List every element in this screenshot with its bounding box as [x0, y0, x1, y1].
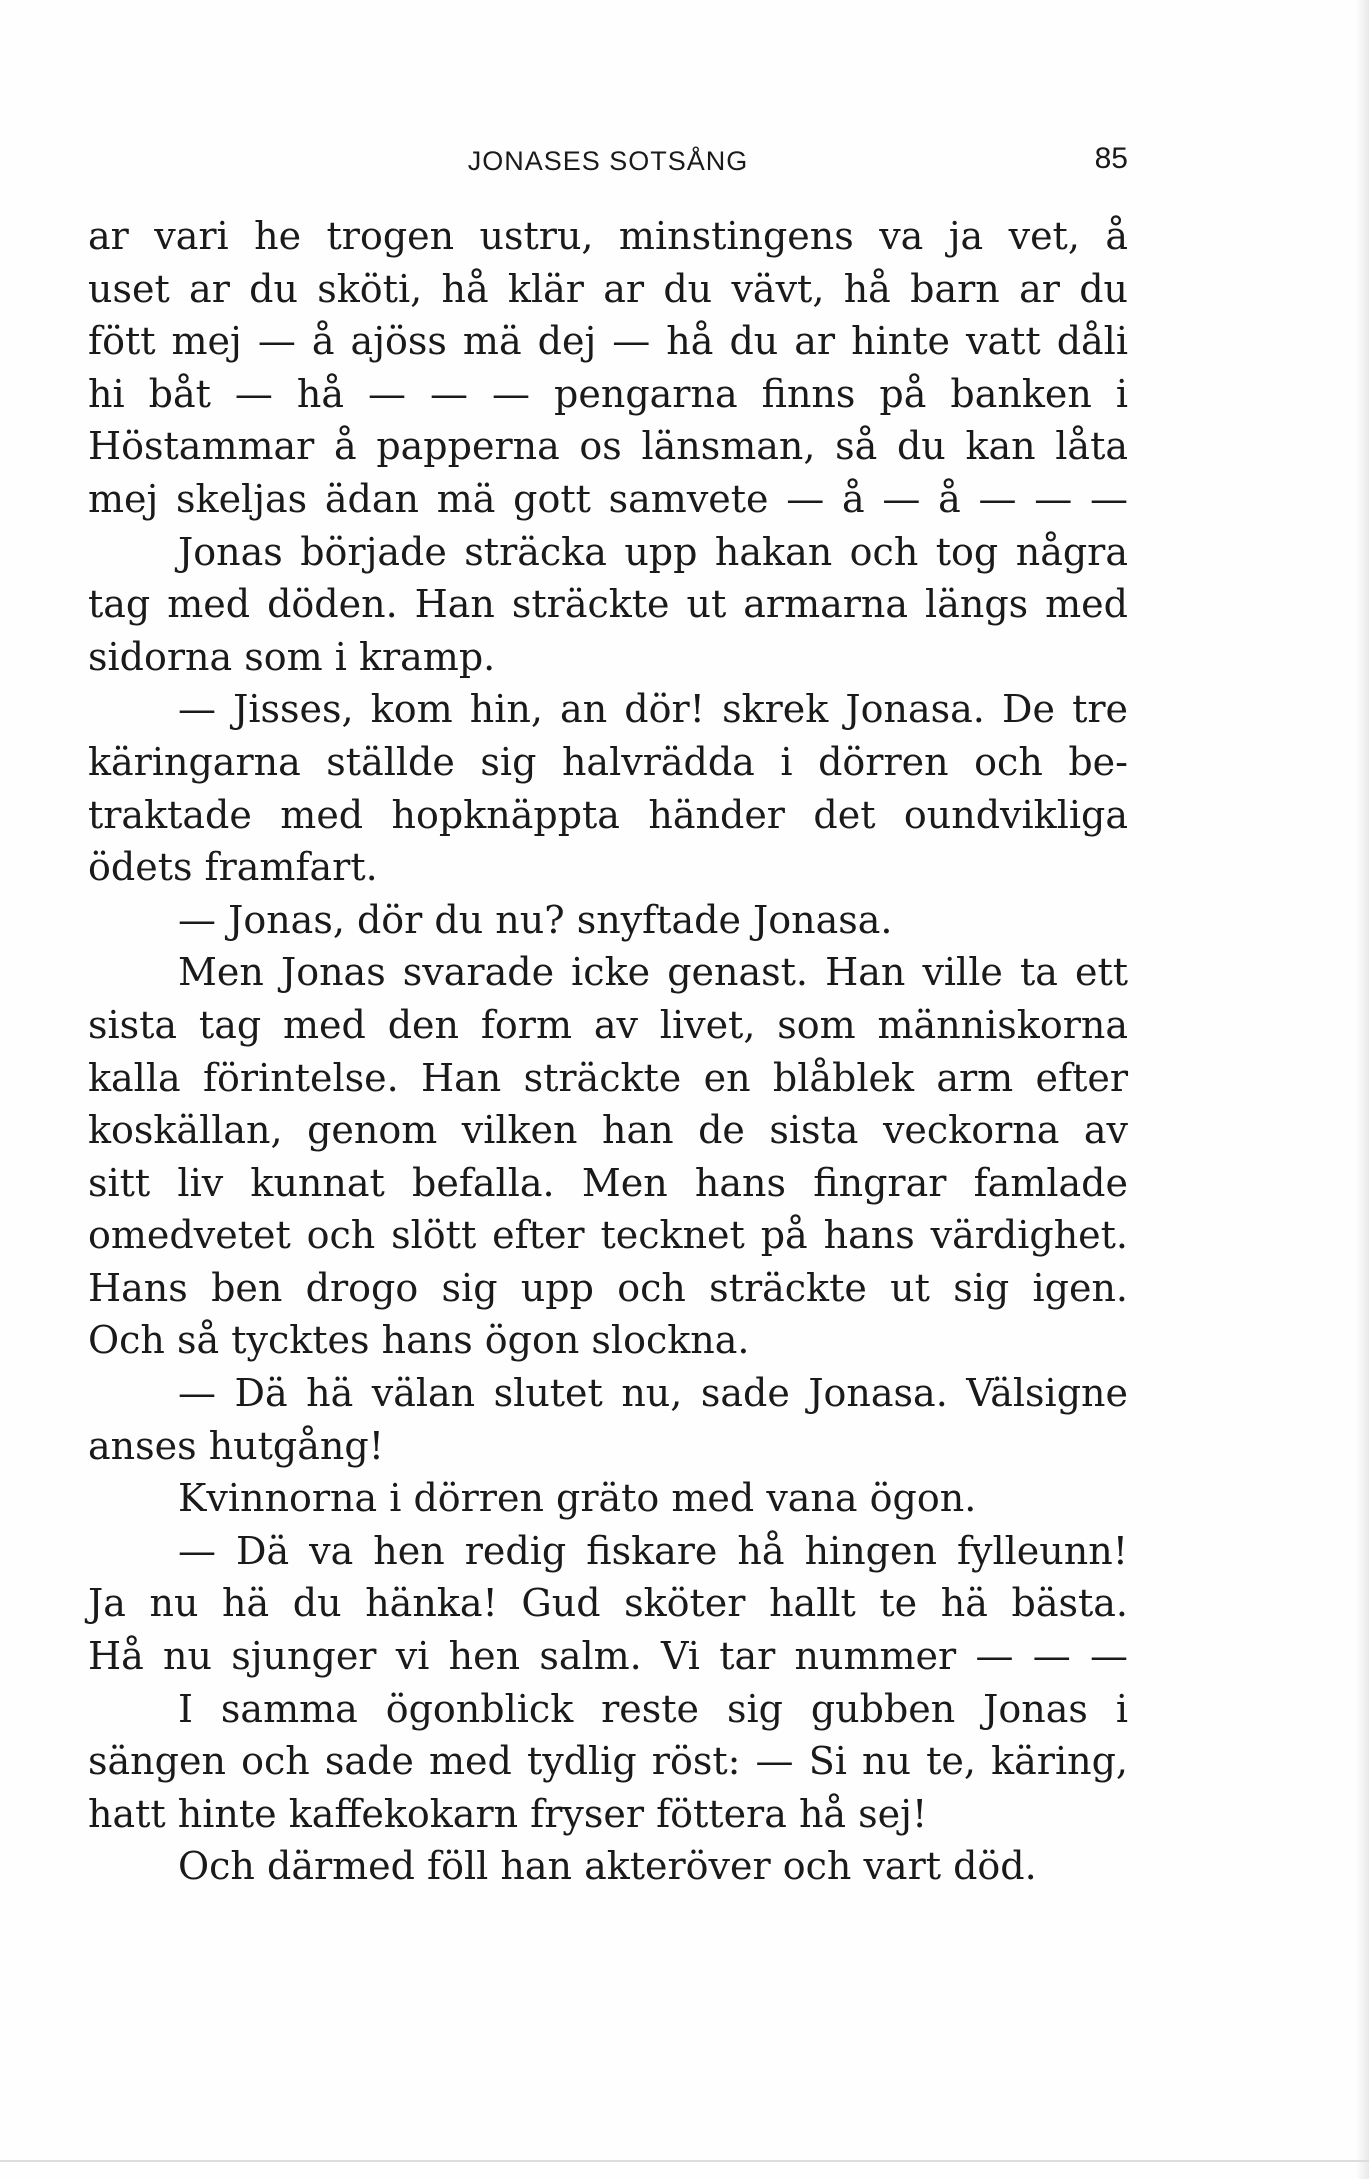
page-number: 85 — [1094, 142, 1128, 175]
text-line: uset ar du sköti, hå klär ar du vävt, hå barn ar du — [88, 266, 1128, 311]
page-edge-shadow — [1355, 0, 1369, 2179]
text-line: sängen och sade med tydlig röst: — Si nu te, käring, — [88, 1739, 1128, 1784]
scan-bottom-edge — [0, 2160, 1369, 2162]
text-line: sitt liv kunnat befalla. Men hans fingrar famlade — [88, 1160, 1128, 1205]
text-line: koskällan, genom vilken han de sista veckorna av — [88, 1108, 1128, 1153]
text-line: Och så tycktes hans ögon slockna. — [88, 1318, 750, 1363]
text-line: I samma ögonblick reste sig gubben Jonas i — [178, 1686, 1128, 1731]
text-line: — Dä hä välan slutet nu, sade Jonasa. Välsigne — [178, 1371, 1128, 1416]
text-line: traktade med hopknäppta händer det oundvikliga — [88, 792, 1128, 837]
text-line: Hå nu sjunger vi hen salm. Vi tar nummer — — — — [88, 1634, 1128, 1679]
text-line: hatt hinte kaffekokarn fryser föttera hå sej! — [88, 1791, 928, 1836]
text-line: hi båt — hå — — — pengarna finns på banken i — [88, 371, 1128, 416]
text-line: käringarna ställde sig halvrädda i dörren och be- — [88, 739, 1128, 784]
text-line: sista tag med den form av livet, som människorna — [88, 1002, 1128, 1047]
text-line: sidorna som i kramp. — [88, 634, 496, 679]
text-line: — Dä va hen redig fiskare hå hingen fylleunn! — [178, 1528, 1128, 1573]
text-line: omedvetet och slött efter tecknet på hans värdighet. — [88, 1213, 1128, 1258]
running-title: JONASES SOTSÅNG — [467, 146, 749, 176]
text-line: Hans ben drogo sig upp och sträckte ut sig igen. — [88, 1265, 1128, 1310]
text-line: — Jonas, dör du nu? snyftade Jonasa. — [178, 897, 893, 942]
text-line: Kvinnorna i dörren gräto med vana ögon. — [178, 1476, 977, 1521]
page-header — [88, 142, 1128, 182]
text-line: kalla förintelse. Han sträckte en blåblek arm efter — [88, 1055, 1128, 1100]
text-line: — Jisses, kom hin, an dör! skrek Jonasa. De tre — [178, 687, 1128, 732]
text-line: Men Jonas svarade icke genast. Han ville ta ett — [178, 950, 1128, 995]
text-line: ödets framfart. — [88, 845, 378, 890]
text-line: fött mej — å ajöss mä dej — hå du ar hinte vatt dåli — [88, 319, 1128, 364]
text-line: mej skeljas ädan mä gott samvete — å — å — — — — [88, 476, 1128, 521]
text-line: Och därmed föll han akteröver och vart död. — [178, 1844, 1037, 1889]
text-line: ar vari he trogen ustru, minstingens va ja vet, å — [88, 214, 1128, 258]
text-line: Jonas började sträcka upp hakan och tog några — [178, 529, 1128, 574]
text-line: Ja nu hä du hänka! Gud sköter hallt te hä bästa. — [88, 1581, 1128, 1626]
body-text — [88, 210, 1128, 1893]
text-line: anses hutgång! — [88, 1423, 384, 1468]
text-line: tag med döden. Han sträckte ut armarna längs med — [88, 582, 1128, 627]
text-line: Höstammar å papperna os länsman, så du kan låta — [88, 424, 1128, 469]
